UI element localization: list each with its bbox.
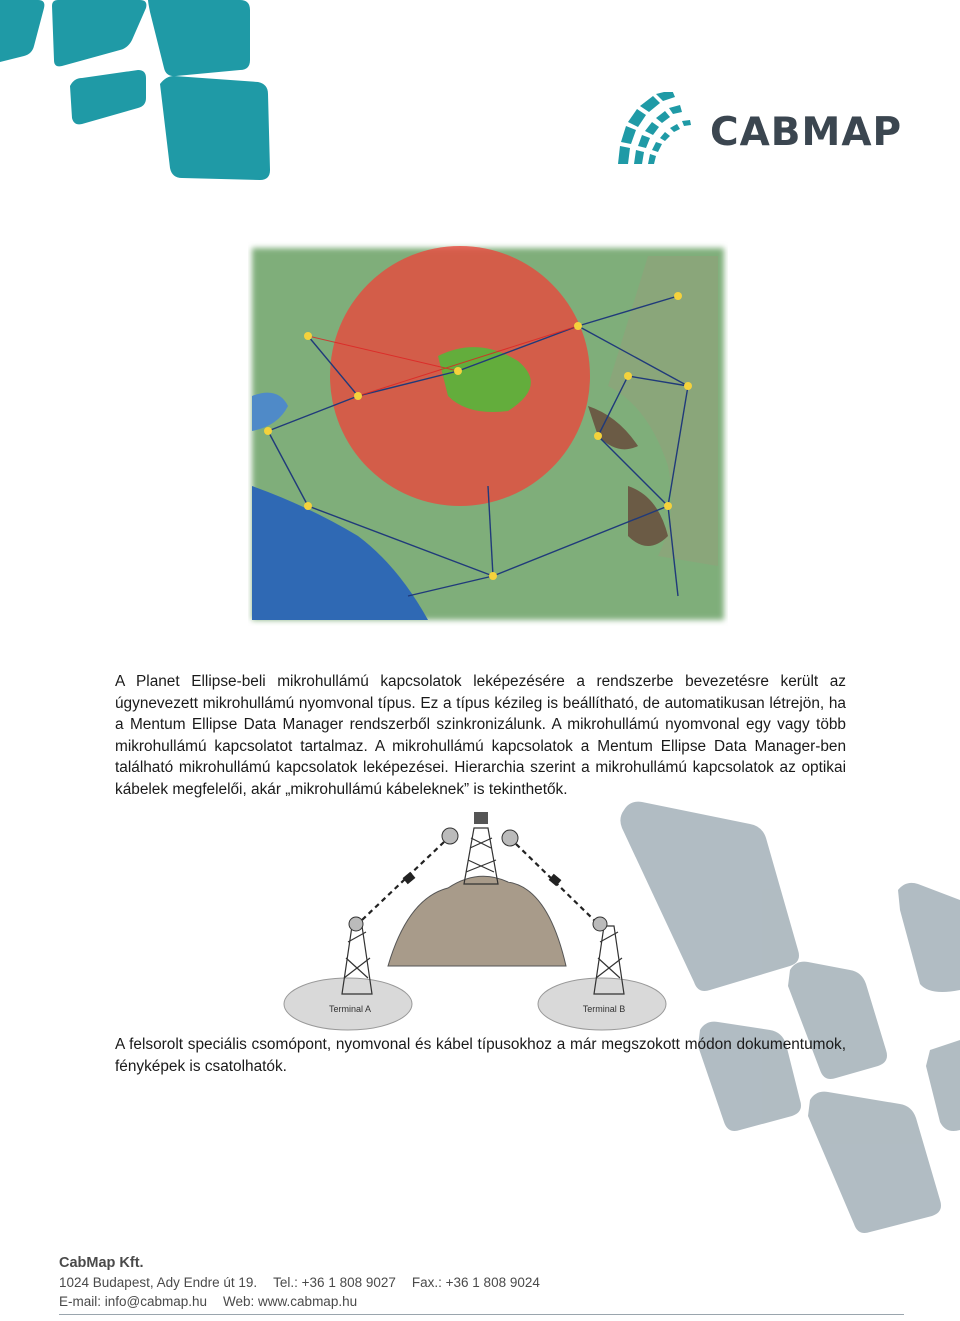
- footer-address: 1024 Budapest, Ady Endre út 19.: [59, 1275, 258, 1290]
- footer-address-line: [59, 1273, 559, 1292]
- microwave-coverage-map: [248, 236, 728, 626]
- footer-phone: Tel.: +36 1 808 9027: [273, 1275, 396, 1290]
- decorative-tiles-top-left: [0, 0, 280, 190]
- footer-email: E-mail: info@cabmap.hu: [59, 1294, 208, 1309]
- paragraph-microwave-route: A Planet Ellipse-beli mikrohullámú kapcsolatok leképezésére a rendszerbe bevezetésre került az úgynevezett mikrohullámú nyomvonal típus. Ez a típus kézileg is beállítható, de automatikusan létrejön, ha a Mentum Ellipse Data Manager rendszerből szinkronizálunk. A mikrohullámú nyomvonal egy vagy több mikrohullámú kapcsolatot tartalmaz. A mikrohullámú kapcsolatok a Mentum Ellipse Data Manager-ben található mikrohullámú kapcsolatok leképezései. Hierarchia szerint a mikrohullámú kapcsolatok az optikai kábelek megfelelői, akár „mikrohullámú kábeleknek” is tekinthetők.: [115, 673, 846, 798]
- footer-web-line: [59, 1292, 559, 1311]
- logo-text: CABMAP: [710, 110, 903, 155]
- footer-contact: [59, 1254, 559, 1311]
- footer-company: CabMap Kft.: [59, 1255, 144, 1271]
- terminal-b-label: Terminal B: [582, 1004, 626, 1014]
- paragraph-attachments: A felsorolt speciális csomópont, nyomvonal és kábel típusokhoz a már megszokott módon dokumentumok, fényképek is csatolhatók.: [115, 1036, 846, 1075]
- footer-web: Web: www.cabmap.hu: [223, 1294, 358, 1309]
- cabmap-logo: [612, 92, 902, 172]
- footer-fax: Fax.: +36 1 808 9024: [411, 1275, 540, 1290]
- terminal-a-label: Terminal A: [328, 1004, 372, 1014]
- footer-divider: [59, 1314, 904, 1315]
- microwave-link-diagram: [278, 808, 678, 1034]
- logo-arc-icon: [612, 92, 710, 172]
